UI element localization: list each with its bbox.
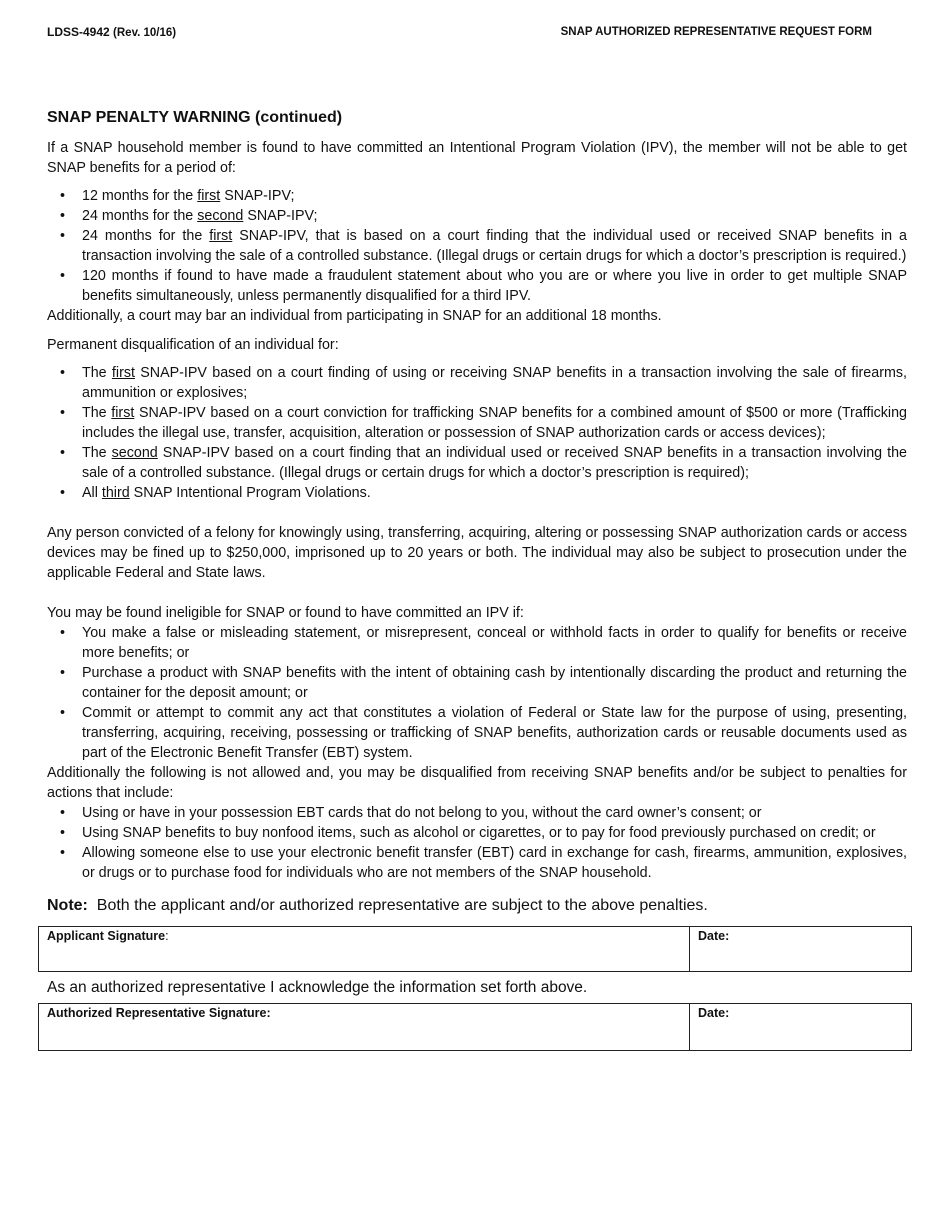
applicant-signature-field[interactable]: Applicant Signature:	[39, 927, 690, 972]
list-item: • Allowing someone else to use your electronic benefit transfer (EBT) card in exchange for cash, firearms, ammunition, explosives, or drugs or to purchase food for individuals who are not members of the SNAP household.	[60, 845, 907, 881]
list-item: • 24 months for the second SNAP-IPV;	[60, 208, 318, 224]
not-allowed-list	[47, 803, 907, 883]
acknowledgement-text: As an authorized representative I acknowledge the information set forth above.	[47, 979, 588, 996]
ineligible-intro: You may be found ineligible for SNAP or found to have committed an IPV if:	[47, 605, 524, 621]
list-item: • Using or have in your possession EBT cards that do not belong to you, without the card owner’s consent; or	[60, 805, 762, 821]
representative-date-field[interactable]: Date:	[690, 1004, 912, 1051]
list-item: • 24 months for the first SNAP-IPV, that is based on a court finding that the individual used or received SNAP benefits in a transaction involving the sale of a controlled substance. (Illegal drugs or certain drugs for which a doctor’s prescription is required.)	[60, 228, 908, 264]
list-item: • Using SNAP benefits to buy nonfood items, such as alcohol or cigarettes, or to pay for food previously purchased on credit; or	[60, 825, 876, 841]
permanent-disqualification-intro: Permanent disqualification of an individual for:	[47, 337, 339, 353]
note-label: Note:	[47, 897, 88, 914]
form-title: SNAP AUTHORIZED REPRESENTATIVE REQUEST FORM	[560, 26, 872, 38]
form-number: LDSS-4942	[47, 25, 110, 39]
intro-paragraph: If a SNAP household member is found to have committed an Intentional Program Violation (IPV), the member will not be able to get SNAP benefits for a period of:	[47, 140, 907, 176]
not-allowed-intro: Additionally the following is not allowed and, you may be disqualified from receiving SNAP benefits and/or be subject to penalties for actions that include:	[47, 765, 907, 801]
penalty-warning-section	[47, 107, 907, 917]
list-item: • Purchase a product with SNAP benefits with the intent of obtaining cash by intentionally discarding the product and returning the container for the deposit amount; or	[60, 665, 907, 701]
representative-signature-table	[38, 1003, 912, 1051]
list-item: • The first SNAP-IPV based on a court finding of using or receiving SNAP benefits in a transaction involving the sale of firearms, ammunition or explosives;	[60, 365, 908, 401]
list-item: • All third SNAP Intentional Program Violations.	[60, 485, 371, 501]
list-item: • Commit or attempt to commit any act that constitutes a violation of Federal or State law for the purpose of using, presenting, transferring, acquiring, receiving, possessing or trafficking of SNAP benefits, authorization cards or reusable documents used as part of the Electronic Benefit Transfer (EBT) system.	[60, 705, 907, 761]
penalty-note	[47, 895, 907, 917]
list-item: • 120 months if found to have made a fraudulent statement about who you are or where you live in order to get multiple SNAP benefits simultaneously, unless permanently disqualified for a third IPV.	[60, 268, 907, 304]
court-bar-text: Additionally, a court may bar an individual from participating in SNAP for an additional 18 months.	[47, 308, 662, 324]
felony-paragraph: Any person convicted of a felony for knowingly using, transferring, acquiring, altering or possessing SNAP authorization cards or access devices may be fined up to $250,000, imprisoned up to 20 years or both. The individual may also be subject to prosecution under the applicable Federal and State laws.	[47, 525, 907, 581]
list-item: • You make a false or misleading statement, or misrepresent, conceal or withhold facts in order to qualify for benefits or receive more benefits; or	[60, 625, 907, 661]
note-text: Both the applicant and/or authorized representative are subject to the above penalties.	[87, 897, 708, 914]
form-id	[47, 22, 176, 43]
representative-signature-field[interactable]: Authorized Representative Signature:	[39, 1004, 690, 1051]
form-revision: (Rev. 10/16)	[113, 27, 177, 39]
ineligible-list	[47, 623, 907, 763]
list-item: • The second SNAP-IPV based on a court finding that an individual used or received SNAP benefits in a transaction involving the sale of a controlled substance. (Illegal drugs or certain drugs for which a doctor’s prescription is required);	[60, 445, 907, 481]
applicant-date-field[interactable]: Date:	[690, 927, 912, 972]
section-title: SNAP PENALTY WARNING (continued)	[47, 109, 343, 126]
list-item: • The first SNAP-IPV based on a court conviction for trafficking SNAP benefits for a combined amount of $500 or more (Trafficking includes the illegal use, transfer, acquisition, alteration or possession of SNAP authorization cards or access devices);	[60, 405, 908, 441]
applicant-signature-table	[38, 926, 912, 972]
list-item: • 12 months for the first SNAP-IPV;	[60, 188, 295, 204]
permanent-disqualification-list	[47, 363, 907, 503]
page-header	[47, 22, 872, 42]
ipv-period-list	[47, 186, 907, 306]
